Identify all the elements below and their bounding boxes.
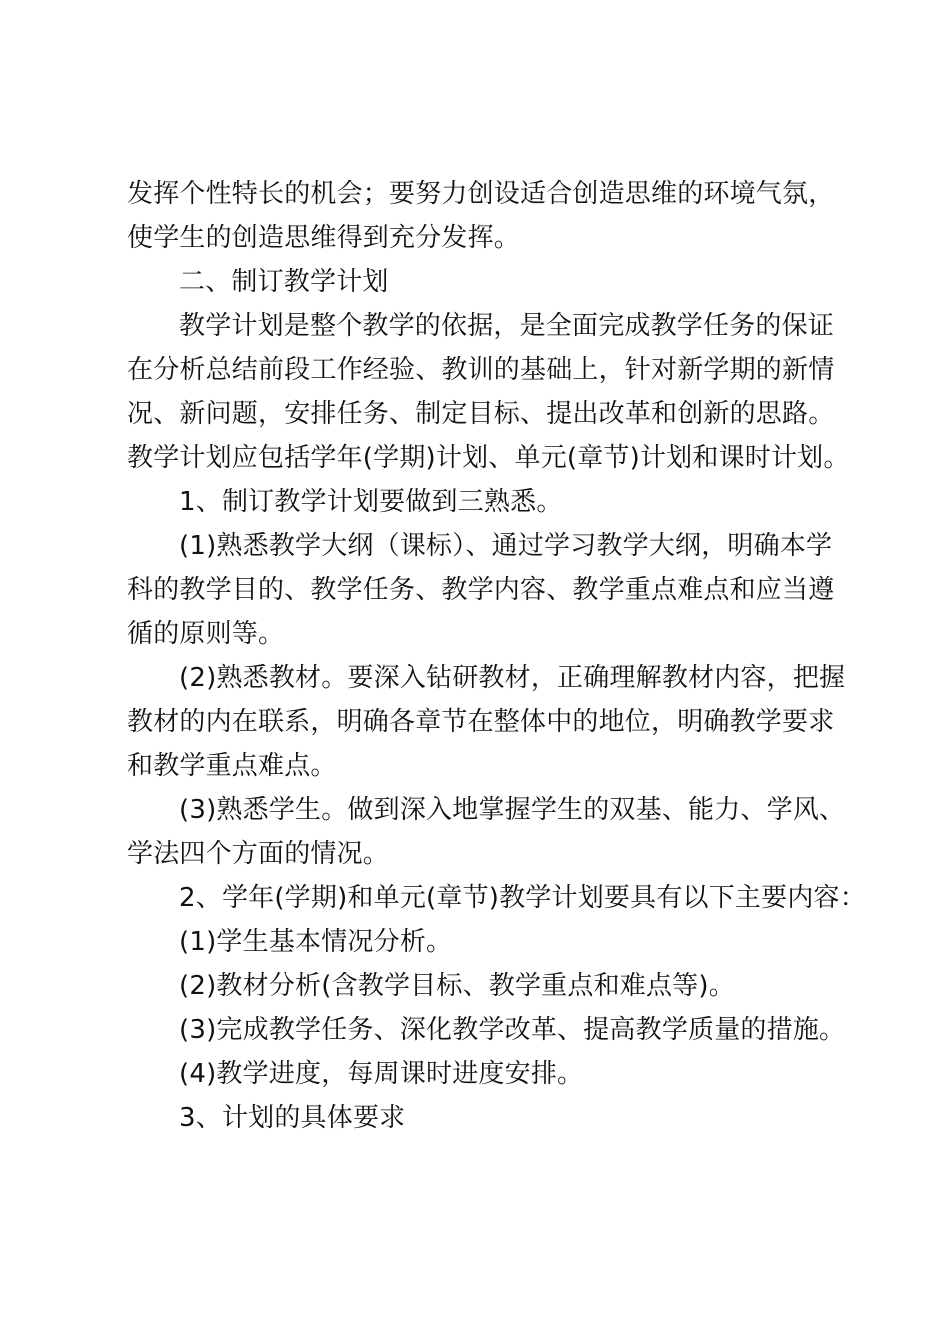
list-item: (1)学生基本情况分析。 (179, 927, 453, 957)
section-heading: 二、制订教学计划 (179, 267, 389, 297)
document-page (127, 172, 866, 1140)
list-item: (3)完成教学任务、深化教学改革、提高教学质量的措施。 (179, 1015, 846, 1045)
paragraph-line: 在分析总结前段工作经验、教训的基础上，针对新学期的新情 (127, 355, 835, 385)
subsection-heading: 2、学年(学期)和单元(章节)教学计划要具有以下主要内容： (179, 883, 866, 913)
paragraph-line: 教学计划是整个教学的依据，是全面完成教学任务的保证 (179, 311, 835, 341)
paragraph-line: 教材的内在联系，明确各章节在整体中的地位，明确教学要求 (127, 707, 835, 737)
paragraph-line: 和教学重点难点。 (127, 751, 337, 781)
paragraph-line: 使学生的创造思维得到充分发挥。 (127, 223, 521, 253)
subsection-heading: 3、计划的具体要求 (179, 1103, 406, 1133)
list-item: (2)教材分析(含教学目标、教学重点和难点等)。 (179, 971, 735, 1001)
subsection-heading: 1、制订教学计划要做到三熟悉。 (179, 487, 563, 517)
list-item: (4)教学进度，每周课时进度安排。 (179, 1059, 584, 1089)
list-item: (3)熟悉学生。做到深入地掌握学生的双基、能力、学风、 (179, 795, 846, 825)
list-item: (2)熟悉教材。要深入钻研教材，正确理解教材内容，把握 (179, 663, 846, 693)
list-item: (1)熟悉教学大纲（课标）、通过学习教学大纲，明确本学 (179, 531, 833, 561)
paragraph-line: 循的原则等。 (127, 619, 285, 649)
paragraph-line: 况、新问题，安排任务、制定目标、提出改革和创新的思路。 (127, 399, 835, 429)
paragraph-line: 科的教学目的、教学任务、教学内容、教学重点难点和应当遵 (127, 575, 835, 605)
paragraph-line: 教学计划应包括学年(学期)计划、单元(章节)计划和课时计划。 (127, 443, 850, 473)
paragraph-line: 学法四个方面的情况。 (127, 839, 390, 869)
paragraph-line: 发挥个性特长的机会；要努力创设适合创造思维的环境气氛， (127, 179, 835, 209)
